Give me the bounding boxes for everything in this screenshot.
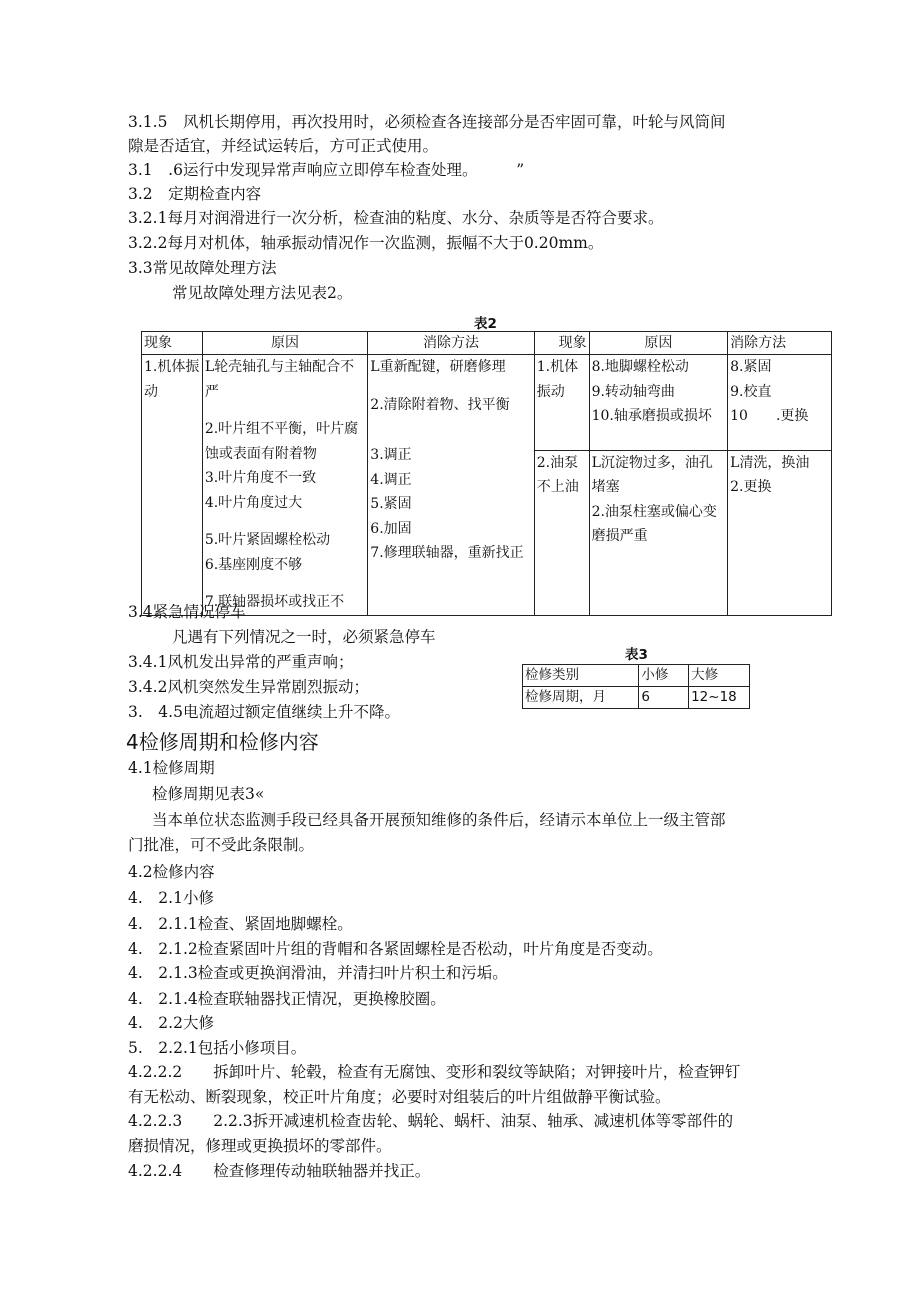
method-item: 9.校直 <box>730 383 772 400</box>
right2-phenomenon-cell <box>534 450 589 615</box>
row-label: 检修周期，月 <box>523 687 639 709</box>
para-4-2-1-3: 4. 2.1.3检查或更换润滑油，并清扫叶片积土和污垢。 <box>128 964 508 982</box>
left-phenomenon: 1.机体振动 <box>144 359 200 400</box>
right1-phenomenon-cell <box>534 355 589 451</box>
table3-header-row <box>523 665 750 687</box>
right1-cause-cell <box>589 355 728 451</box>
para-3-1-5-line1: 3.1.5 风机长期停用，再次投用时，必须检查各连接部分是否牢固可靠，叶轮与风筒间 <box>128 113 726 131</box>
para-3-1-5-line2: 隙是否适宜，并经试运转后，方可正式使用。 <box>128 137 439 155</box>
header-phenomenon: 现象 <box>142 332 203 355</box>
header-cause-2: 原因 <box>589 332 728 355</box>
heading-3-2: 3.2 定期检查内容 <box>128 185 262 203</box>
header-method: 消除方法 <box>368 332 534 355</box>
para-3-2-1: 3.2.1每月对润滑进行一次分析，检查油的粘度、水分、杂质等是否符合要求。 <box>128 209 664 227</box>
header-cause: 原因 <box>202 332 367 355</box>
table3-caption: 表3 <box>625 647 648 663</box>
para-3-1-6: 3.1 .6运行中发现异常声响应立即停车检查处理。 ” <box>128 161 525 179</box>
method-item: L重新配键，研磨修理 <box>370 359 506 375</box>
table2-header-row <box>142 332 832 355</box>
para-4-2-1-2: 4. 2.1.2检查紧固叶片组的背帽和各紧固螺栓是否松动，叶片角度是否变动。 <box>128 940 663 958</box>
cause-item: L轮壳轴孔与主轴配合不严 <box>204 359 355 400</box>
left-cause-cell <box>202 355 367 616</box>
para-4-2-2-2-line1: 4.2.2.2 拆卸叶片、轮毂，检查有无腐蚀、变形和裂纹等缺陷；对钾接叶片，检查钾钉 <box>128 1063 741 1081</box>
method-item: 7.修理联轴器，重新找正 <box>370 545 524 561</box>
heading-4-2: 4.2检修内容 <box>128 863 215 881</box>
para-4-2-2-3-line2: 磨损情况，修理或更换损坏的零部件。 <box>128 1137 392 1155</box>
cause-item: 6.基座刚度不够 <box>204 556 303 573</box>
cause-item: 2.叶片组不平衡，叶片腐蚀或表面有附着物 <box>204 421 359 462</box>
major-period: 12~18 <box>689 687 750 709</box>
method-item: 2.更换 <box>730 479 772 495</box>
para-4-2-1-1: 4. 2.1.1检查、紧固地脚螺栓。 <box>128 915 353 933</box>
heading-4-1: 4.1检修周期 <box>128 759 215 777</box>
table2-caption: 表2 <box>474 316 497 332</box>
para-condition-line2: 门批准，可不受此条限制。 <box>128 836 315 854</box>
method-item: 2.清除附着物、找平衡 <box>370 396 510 413</box>
para-3-2-2: 3.2.2每月对机体，轴承振动情况作一次监测，振幅不大于0.20mm。 <box>128 234 604 252</box>
header-phenomenon-2: 现象 <box>534 332 589 355</box>
left-phenomenon-cell <box>142 355 203 616</box>
period-table <box>522 664 750 709</box>
cause-item: 7.联轴器损坏或找正不 <box>204 594 345 610</box>
header-minor: 小修 <box>639 665 689 687</box>
cause-item: 10.轴承磨损或损坏 <box>591 408 712 424</box>
right2-method-cell <box>728 450 832 615</box>
para-3-4-5: 3. 4.5电流超过额定值继续上升不降。 <box>128 703 400 721</box>
right1-phenomenon: 1.机体振动 <box>536 359 579 400</box>
method-item: 5.紧固 <box>370 496 412 512</box>
para-2-2-1: 5. 2.2.1包括小修项目。 <box>128 1039 307 1057</box>
para-4-2-2-2-line2: 有无松动、断裂现象，校正叶片角度；必要时对组装后的叶片组做静平衡试验。 <box>128 1088 671 1106</box>
para-emergency: 凡遇有下列情况之一时，必须紧急停车 <box>172 628 436 646</box>
heading-3-4: 3.4紧急情况停车 <box>128 603 246 621</box>
method-item: 3.调正 <box>370 447 412 463</box>
header-repair-type: 检修类别 <box>523 665 639 687</box>
right2-cause-cell <box>589 450 728 615</box>
section-4-heading: 4检修周期和检修内容 <box>126 730 319 754</box>
method-item: 6.加固 <box>370 520 412 537</box>
minor-period: 6 <box>639 687 689 709</box>
cause-item: L沉淀物过多，油孔堵塞 <box>591 454 713 495</box>
para-see-table3: 检修周期见表3« <box>152 785 265 803</box>
header-major: 大修 <box>689 665 750 687</box>
right1-method-cell <box>728 355 832 451</box>
para-see-table2: 常见故障处理方法见表2。 <box>172 284 353 302</box>
para-3-4-1: 3.4.1风机发出异常的严重声响； <box>128 653 354 671</box>
method-item: 10 .更换 <box>730 408 809 424</box>
heading-4-2-1: 4. 2.1小修 <box>128 889 214 907</box>
cause-item: 4.叶片角度过大 <box>204 494 303 511</box>
method-item: 4.调正 <box>370 471 412 488</box>
method-item: 8.紧固 <box>730 359 772 375</box>
cause-item: 2.油泵柱塞或偏心变磨损严重 <box>591 503 717 544</box>
left-method-cell <box>368 355 534 616</box>
right2-phenomenon: 2.油泵不上油 <box>536 454 579 495</box>
cause-item: 3.叶片角度不一致 <box>204 470 317 486</box>
para-4-2-2-3-line1: 4.2.2.3 2.2.3拆开减速机检查齿轮、蜗轮、蜗杆、油泵、轴承、减速机体等零部件的 <box>128 1112 734 1130</box>
para-3-4-2: 3.4.2风机突然发生异常剧烈振动； <box>128 678 369 696</box>
table2-row <box>142 355 832 451</box>
fault-table <box>141 331 832 616</box>
para-condition-line1: 当本单位状态监测手段已经具备开展预知维修的条件后，经请示本单位上一级主管部 <box>152 811 726 829</box>
para-4-2-2-4: 4.2.2.4 检查修理传动轴联轴器并找正。 <box>128 1162 431 1180</box>
table3-row <box>523 687 750 709</box>
heading-4-2-2: 4. 2.2大修 <box>128 1014 214 1032</box>
cause-item: 5.叶片紧固螺栓松动 <box>204 532 331 548</box>
para-4-2-1-4: 4. 2.1.4检查联轴器找正情况，更换橡胶圈。 <box>128 990 446 1008</box>
header-method-2: 消除方法 <box>728 332 832 355</box>
method-item: L清洗，换油 <box>730 454 810 471</box>
heading-3-3: 3.3常见故障处理方法 <box>128 259 277 277</box>
cause-item: 9.转动轴弯曲 <box>591 383 675 400</box>
cause-item: 8.地脚螺栓松动 <box>591 359 689 375</box>
